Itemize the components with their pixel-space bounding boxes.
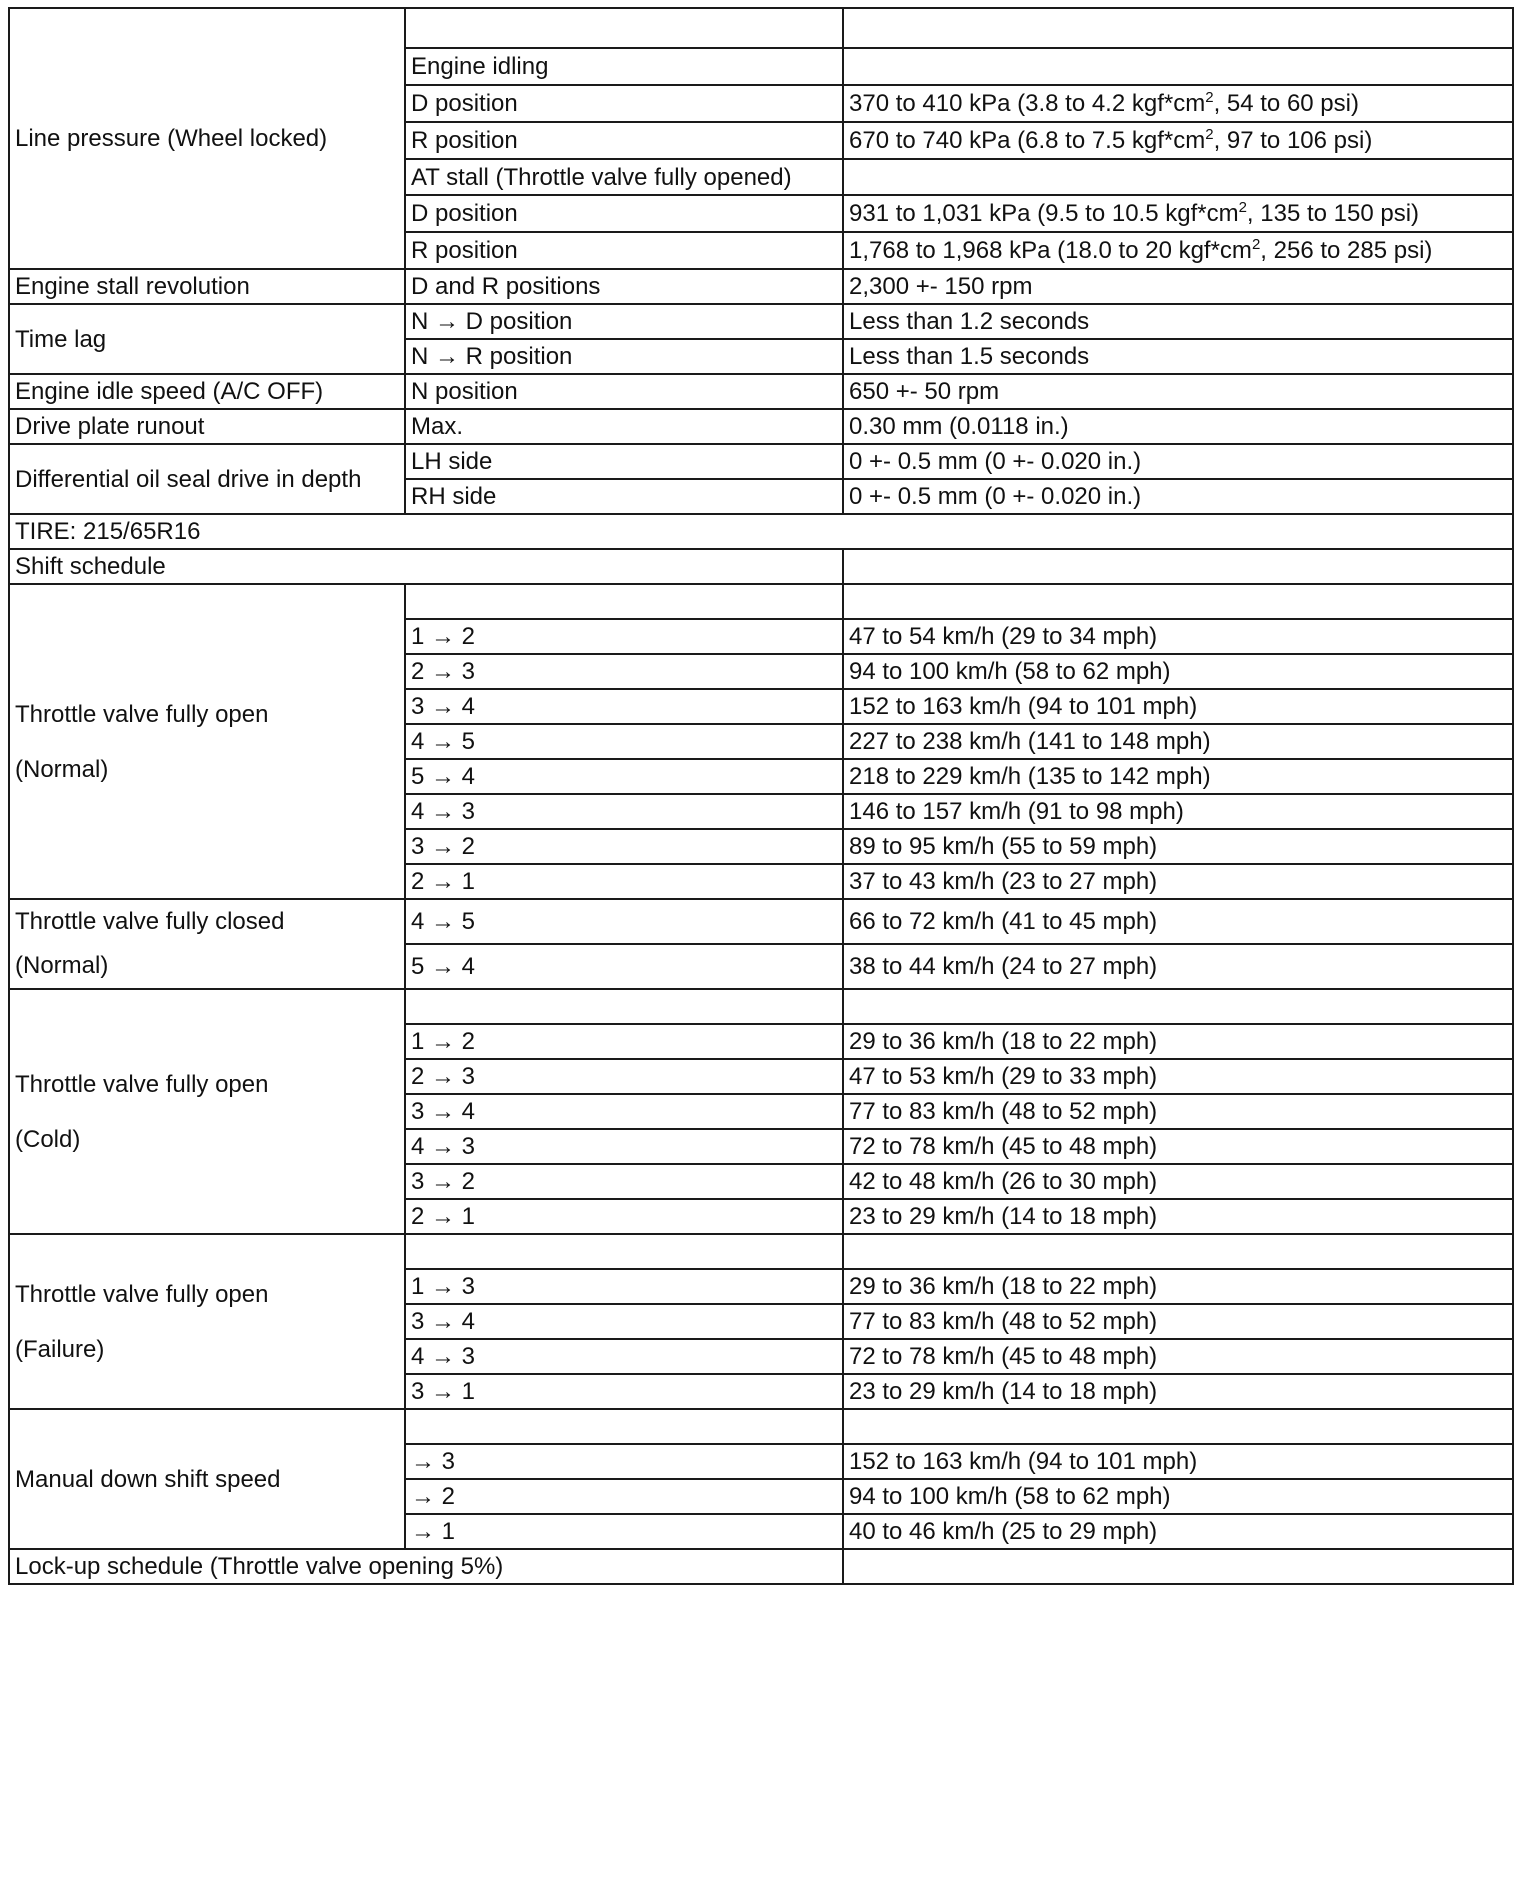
condition-cell: R position (405, 122, 843, 159)
table-row (9, 374, 1513, 409)
shift-cell: → 3 (405, 1444, 843, 1479)
value-text: 1,768 to 1,968 kPa (18.0 to 20 kgf*cm (849, 237, 1252, 264)
blank-cell (843, 549, 1513, 584)
section-label-line: Throttle valve fully closed (15, 908, 285, 935)
value-text: 670 to 740 kPa (6.8 to 7.5 kgf*cm (849, 127, 1206, 154)
condition-cell: D position (405, 195, 843, 232)
table-row (9, 584, 1513, 619)
speed-cell: 47 to 54 km/h (29 to 34 mph) (843, 619, 1513, 654)
shift-cell: 3 → 4 (405, 1094, 843, 1129)
speed-cell: 72 to 78 km/h (45 to 48 mph) (843, 1129, 1513, 1164)
table-row (9, 444, 1513, 479)
table-row (9, 1409, 1513, 1444)
shift-cell: 5 → 4 (405, 944, 843, 989)
table-row (9, 304, 1513, 339)
shift-cell: 1 → 3 (405, 1269, 843, 1304)
speed-cell: 23 to 29 km/h (14 to 18 mph) (843, 1374, 1513, 1409)
shift-schedule-heading: Shift schedule (9, 549, 843, 584)
speed-cell: 152 to 163 km/h (94 to 101 mph) (843, 1444, 1513, 1479)
speed-cell: 29 to 36 km/h (18 to 22 mph) (843, 1269, 1513, 1304)
section-label-line: (Normal) (15, 755, 109, 783)
value-cell: 0.30 mm (0.0118 in.) (843, 409, 1513, 444)
shift-cell: 3 → 1 (405, 1374, 843, 1409)
superscript: 2 (1205, 126, 1214, 143)
speed-cell: 23 to 29 km/h (14 to 18 mph) (843, 1199, 1513, 1234)
table-row (9, 549, 1513, 584)
condition-cell: Max. (405, 409, 843, 444)
speed-cell: 152 to 163 km/h (94 to 101 mph) (843, 689, 1513, 724)
shift-cell: 3 → 4 (405, 689, 843, 724)
value-cell: Less than 1.5 seconds (843, 339, 1513, 374)
blank-cell (843, 1549, 1513, 1584)
value-cell (843, 195, 1513, 232)
speed-cell: 227 to 238 km/h (141 to 148 mph) (843, 724, 1513, 759)
table-row (9, 409, 1513, 444)
condition-cell: N → R position (405, 339, 843, 374)
blank-cell (843, 8, 1513, 48)
speed-cell: 40 to 46 km/h (25 to 29 mph) (843, 1514, 1513, 1549)
condition-cell: N position (405, 374, 843, 409)
shift-cell: 4 → 5 (405, 724, 843, 759)
speed-cell: 146 to 157 km/h (91 to 98 mph) (843, 794, 1513, 829)
condition-cell: RH side (405, 479, 843, 514)
manual-down-label: Manual down shift speed (9, 1409, 405, 1549)
speed-cell: 37 to 43 km/h (23 to 27 mph) (843, 864, 1513, 899)
idle-speed-label: Engine idle speed (A/C OFF) (9, 374, 405, 409)
at-stall-cell: AT stall (Throttle valve fully opened) (405, 159, 843, 195)
shift-cell: 2 → 3 (405, 1059, 843, 1094)
section-label (9, 1234, 405, 1409)
value-cell (843, 122, 1513, 159)
tire-heading: TIRE: 215/65R16 (9, 514, 1513, 549)
condition-cell: R position (405, 232, 843, 269)
value-cell (843, 85, 1513, 122)
blank-cell (405, 584, 843, 619)
shift-cell: 5 → 4 (405, 759, 843, 794)
engine-stall-label: Engine stall revolution (9, 269, 405, 304)
speed-cell: 38 to 44 km/h (24 to 27 mph) (843, 944, 1513, 989)
section-label-line: (Normal) (15, 952, 109, 979)
shift-cell: 3 → 4 (405, 1304, 843, 1339)
speed-cell: 29 to 36 km/h (18 to 22 mph) (843, 1024, 1513, 1059)
blank-cell (405, 1409, 843, 1444)
shift-cell: → 2 (405, 1479, 843, 1514)
condition-cell: D position (405, 85, 843, 122)
value-cell: 2,300 +- 150 rpm (843, 269, 1513, 304)
shift-cell: 3 → 2 (405, 829, 843, 864)
lockup-heading: Lock-up schedule (Throttle valve opening 5%) (9, 1549, 843, 1584)
speed-cell: 94 to 100 km/h (58 to 62 mph) (843, 654, 1513, 689)
speed-cell: 47 to 53 km/h (29 to 33 mph) (843, 1059, 1513, 1094)
blank-cell (843, 1409, 1513, 1444)
shift-cell: → 1 (405, 1514, 843, 1549)
condition-cell: N → D position (405, 304, 843, 339)
time-lag-label: Time lag (9, 304, 405, 374)
condition-cell: LH side (405, 444, 843, 479)
value-cell: 0 +- 0.5 mm (0 +- 0.020 in.) (843, 444, 1513, 479)
shift-cell: 2 → 3 (405, 654, 843, 689)
section-label (9, 584, 405, 899)
value-cell: 650 +- 50 rpm (843, 374, 1513, 409)
superscript: 2 (1251, 236, 1261, 253)
value-cell: Less than 1.2 seconds (843, 304, 1513, 339)
shift-cell: 2 → 1 (405, 864, 843, 899)
section-label (9, 989, 405, 1234)
runout-label: Drive plate runout (9, 409, 405, 444)
table-row (9, 269, 1513, 304)
table-row (9, 8, 1513, 48)
section-label-line: Throttle valve fully open (15, 1070, 269, 1098)
blank-cell (405, 8, 843, 48)
section-label-line: Throttle valve fully open (15, 700, 269, 728)
shift-cell: 4 → 5 (405, 899, 843, 944)
table-row (9, 1234, 1513, 1269)
value-text: 931 to 1,031 kPa (9.5 to 10.5 kgf*cm (849, 200, 1239, 227)
section-label-line: (Cold) (15, 1125, 81, 1153)
value-text: , 54 to 60 psi) (1213, 90, 1359, 117)
value-text: 370 to 410 kPa (3.8 to 4.2 kgf*cm (849, 90, 1206, 117)
value-cell: 0 +- 0.5 mm (0 +- 0.020 in.) (843, 479, 1513, 514)
table-row (9, 514, 1513, 549)
value-text: , 135 to 150 psi) (1246, 200, 1420, 227)
value-text: , 256 to 285 psi) (1260, 237, 1433, 264)
spec-table (8, 7, 1514, 1585)
speed-cell: 72 to 78 km/h (45 to 48 mph) (843, 1339, 1513, 1374)
shift-cell: 1 → 2 (405, 619, 843, 654)
section-label-line: (Failure) (15, 1335, 105, 1363)
table-row (9, 899, 1513, 944)
shift-cell: 1 → 2 (405, 1024, 843, 1059)
shift-cell: 4 → 3 (405, 1129, 843, 1164)
speed-cell: 218 to 229 km/h (135 to 142 mph) (843, 759, 1513, 794)
table-row (9, 989, 1513, 1024)
value-cell (843, 232, 1513, 269)
speed-cell: 66 to 72 km/h (41 to 45 mph) (843, 899, 1513, 944)
blank-cell (843, 584, 1513, 619)
shift-cell: 4 → 3 (405, 1339, 843, 1374)
speed-cell: 42 to 48 km/h (26 to 30 mph) (843, 1164, 1513, 1199)
blank-cell (405, 989, 843, 1024)
blank-cell (843, 989, 1513, 1024)
line-pressure-label: Line pressure (Wheel locked) (9, 8, 405, 269)
superscript: 2 (1238, 199, 1247, 216)
speed-cell: 77 to 83 km/h (48 to 52 mph) (843, 1304, 1513, 1339)
speed-cell: 89 to 95 km/h (55 to 59 mph) (843, 829, 1513, 864)
blank-cell (843, 48, 1513, 85)
blank-cell (843, 159, 1513, 195)
engine-idling-cell: Engine idling (405, 48, 843, 85)
superscript: 2 (1205, 89, 1214, 106)
speed-cell: 94 to 100 km/h (58 to 62 mph) (843, 1479, 1513, 1514)
shift-cell: 3 → 2 (405, 1164, 843, 1199)
section-label-line: Throttle valve fully open (15, 1280, 269, 1308)
blank-cell (405, 1234, 843, 1269)
seal-label: Differential oil seal drive in depth (9, 444, 405, 514)
shift-cell: 4 → 3 (405, 794, 843, 829)
value-text: , 97 to 106 psi) (1213, 127, 1373, 154)
table-row (9, 1549, 1513, 1584)
section-label (9, 899, 405, 989)
blank-cell (843, 1234, 1513, 1269)
speed-cell: 77 to 83 km/h (48 to 52 mph) (843, 1094, 1513, 1129)
condition-cell: D and R positions (405, 269, 843, 304)
shift-cell: 2 → 1 (405, 1199, 843, 1234)
